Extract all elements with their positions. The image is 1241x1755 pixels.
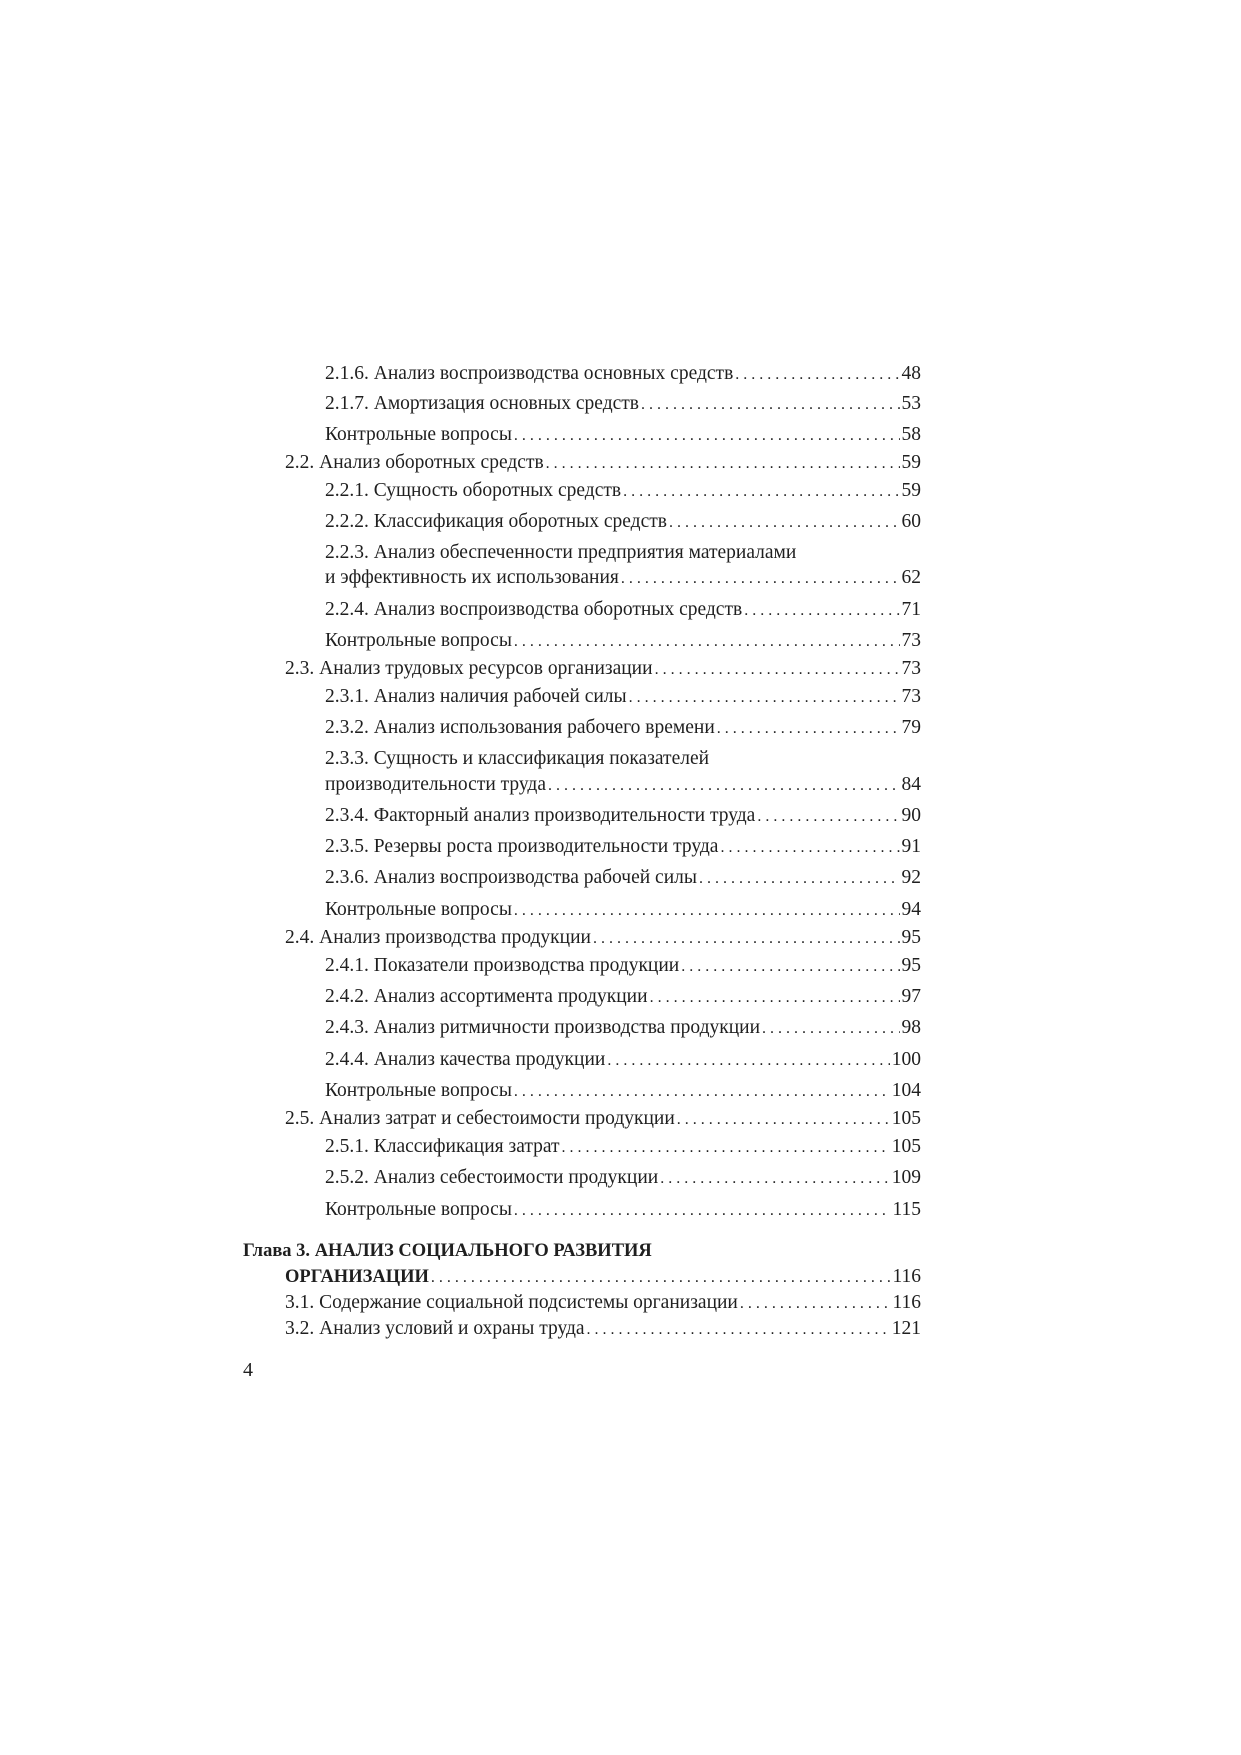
toc-entry-page: 115 [892,1199,921,1220]
leader-dots [546,452,900,476]
toc-entry [325,1048,921,1073]
toc-entry-title: Контрольные вопросы [325,1199,512,1220]
toc-entry [325,685,921,710]
toc-entry-title: 2.3.6. Анализ воспроизводства рабочей силы [325,867,697,888]
toc-entry-title: 2.2.1. Сущность оборотных средств [325,480,622,501]
toc-entry-page: 53 [901,393,921,414]
toc-entry-title: 2.2.4. Анализ воспроизводства оборотных средств [325,599,743,620]
toc-entry-page: 90 [901,805,921,826]
leader-dots [623,480,899,504]
leader-dots [514,899,900,923]
chapter-heading [243,1239,652,1263]
leader-dots [621,567,900,591]
toc-entry-title: 3.2. Анализ условий и охраны труда [285,1318,585,1339]
toc-entry [325,898,921,923]
toc-entry [325,362,921,387]
toc-entry [325,566,921,591]
toc-entry-page: 100 [891,1049,921,1070]
leader-dots [514,424,900,448]
leader-dots [757,805,899,829]
leader-dots [641,393,900,417]
leader-dots [431,1266,891,1290]
toc-entry-title-line1: 2.2.3. Анализ обеспеченности предприятия материалами [325,542,797,563]
toc-entry-title: Контрольные вопросы [325,424,512,445]
toc-entry-title: 2.4.3. Анализ ритмичности производства продукции [325,1017,761,1038]
toc-entry-page: 92 [901,867,921,888]
toc-entry-title: 2.2.2. Классификация оборотных средств [325,511,667,532]
leader-dots [629,686,900,710]
toc-entry [325,598,921,623]
leader-dots [514,1199,891,1223]
toc-entry [325,804,921,829]
leader-dots [514,630,900,654]
toc-entry-page: 95 [901,927,921,948]
toc-entry-title: Контрольные вопросы [325,630,512,651]
toc-entry-title: 2.1.6. Анализ воспроизводства основных средств [325,363,734,384]
toc-entry-page: 62 [901,567,921,588]
toc-entry-page: 109 [891,1167,921,1188]
toc-entry-title: 2.3.5. Резервы роста производительности труда [325,836,719,857]
toc-entry-title: 2.4.4. Анализ качества продукции [325,1049,606,1070]
toc-entry [325,866,921,891]
toc-entry [325,954,921,979]
toc-entry [325,1198,921,1223]
toc-entry-page: 73 [901,658,921,679]
toc-section [285,657,921,682]
toc-entry-title: 2.5.1. Классификация затрат [325,1136,560,1157]
toc-entry [325,1135,921,1160]
toc-entry-page: 58 [901,424,921,445]
leader-dots [681,955,899,979]
toc-entry-page: 84 [901,774,921,795]
leader-dots [720,836,899,860]
toc-entry-page: 94 [901,899,921,920]
toc-entry [325,1079,921,1104]
toc-entry-page: 59 [901,452,921,473]
toc-entry-title: 2.5. Анализ затрат и себестоимости продукции [285,1108,675,1129]
toc-section [285,1291,921,1316]
toc-entry-title: 2.4. Анализ производства продукции [285,927,591,948]
leader-dots [562,1136,890,1160]
chapter-title-line1: АНАЛИЗ СОЦИАЛЬНОГО РАЗВИТИЯ [314,1241,652,1261]
leader-dots [660,1167,890,1191]
chapter-label: Глава 3. [243,1241,311,1261]
toc-entry-title-line1: 2.3.3. Сущность и классификация показателей [325,748,710,769]
toc-entry-title: 2.1.7. Амортизация основных средств [325,393,639,414]
toc-entry-page: 60 [901,511,921,532]
chapter-heading-line2 [285,1265,921,1290]
toc-section [285,926,921,951]
toc-entry [325,1016,921,1041]
toc-entry-page: 71 [901,599,921,620]
toc-entry-page: 121 [891,1318,921,1339]
leader-dots [677,1108,890,1132]
toc-entry-page: 59 [901,480,921,501]
toc-entry-page: 105 [891,1136,921,1157]
leader-dots [650,986,900,1010]
toc-entry-title-line2: производительности труда [325,774,547,795]
toc-entry-page: 48 [901,363,921,384]
page-number: 4 [243,1359,253,1381]
toc-section [285,1107,921,1132]
chapter-title-line2: ОРГАНИЗАЦИИ [285,1267,429,1287]
leader-dots [548,774,899,798]
toc-entry [325,479,921,504]
toc-entry-title: 2.3.2. Анализ использования рабочего времени [325,717,715,738]
leader-dots [587,1318,890,1342]
leader-dots [762,1017,899,1041]
toc-entry [325,985,921,1010]
toc-section [285,1317,921,1342]
toc-section [285,451,921,476]
toc-entry-page: 98 [901,1017,921,1038]
toc-entry-page: 95 [901,955,921,976]
toc-entry-page: 73 [901,630,921,651]
leader-dots [717,717,900,741]
leader-dots [740,1292,891,1316]
toc-entry-title: 2.3.1. Анализ наличия рабочей силы [325,686,627,707]
toc-entry [325,629,921,654]
toc-entry [325,835,921,860]
toc-entry-title: 2.3.4. Факторный анализ производительности труда [325,805,756,826]
toc-entry-page: 104 [891,1080,921,1101]
toc-entry-title: 2.4.1. Показатели производства продукции [325,955,680,976]
toc-entry-page: 79 [901,717,921,738]
leader-dots [735,363,899,387]
toc-entry [325,510,921,535]
toc-entry [325,1166,921,1191]
toc-entry-title: 3.1. Содержание социальной подсистемы организации [285,1292,738,1313]
toc-entry [325,423,921,448]
toc-entry-page: 73 [901,686,921,707]
chapter-page: 116 [892,1266,921,1287]
toc-entry [325,392,921,417]
leader-dots [744,599,899,623]
toc-entry [325,716,921,741]
leader-dots [607,1049,889,1073]
toc-entry [325,773,921,798]
toc-entry-title: 2.5.2. Анализ себестоимости продукции [325,1167,659,1188]
toc-entry-title: 2.4.2. Анализ ассортимента продукции [325,986,648,1007]
toc-entry-title: 2.3. Анализ трудовых ресурсов организации [285,658,653,679]
leader-dots [593,927,900,951]
leader-dots [669,511,900,535]
toc-entry-title: Контрольные вопросы [325,899,512,920]
toc-entry-title: Контрольные вопросы [325,1080,512,1101]
leader-dots [655,658,900,682]
leader-dots [514,1080,890,1104]
toc-entry-page: 91 [901,836,921,857]
toc-entry-title: 2.2. Анализ оборотных средств [285,452,544,473]
toc-entry-page: 105 [891,1108,921,1129]
toc-entry-title-line2: и эффективность их использования [325,567,619,588]
leader-dots [699,867,900,891]
toc-entry-page: 116 [892,1292,921,1313]
toc-entry-page: 97 [901,986,921,1007]
